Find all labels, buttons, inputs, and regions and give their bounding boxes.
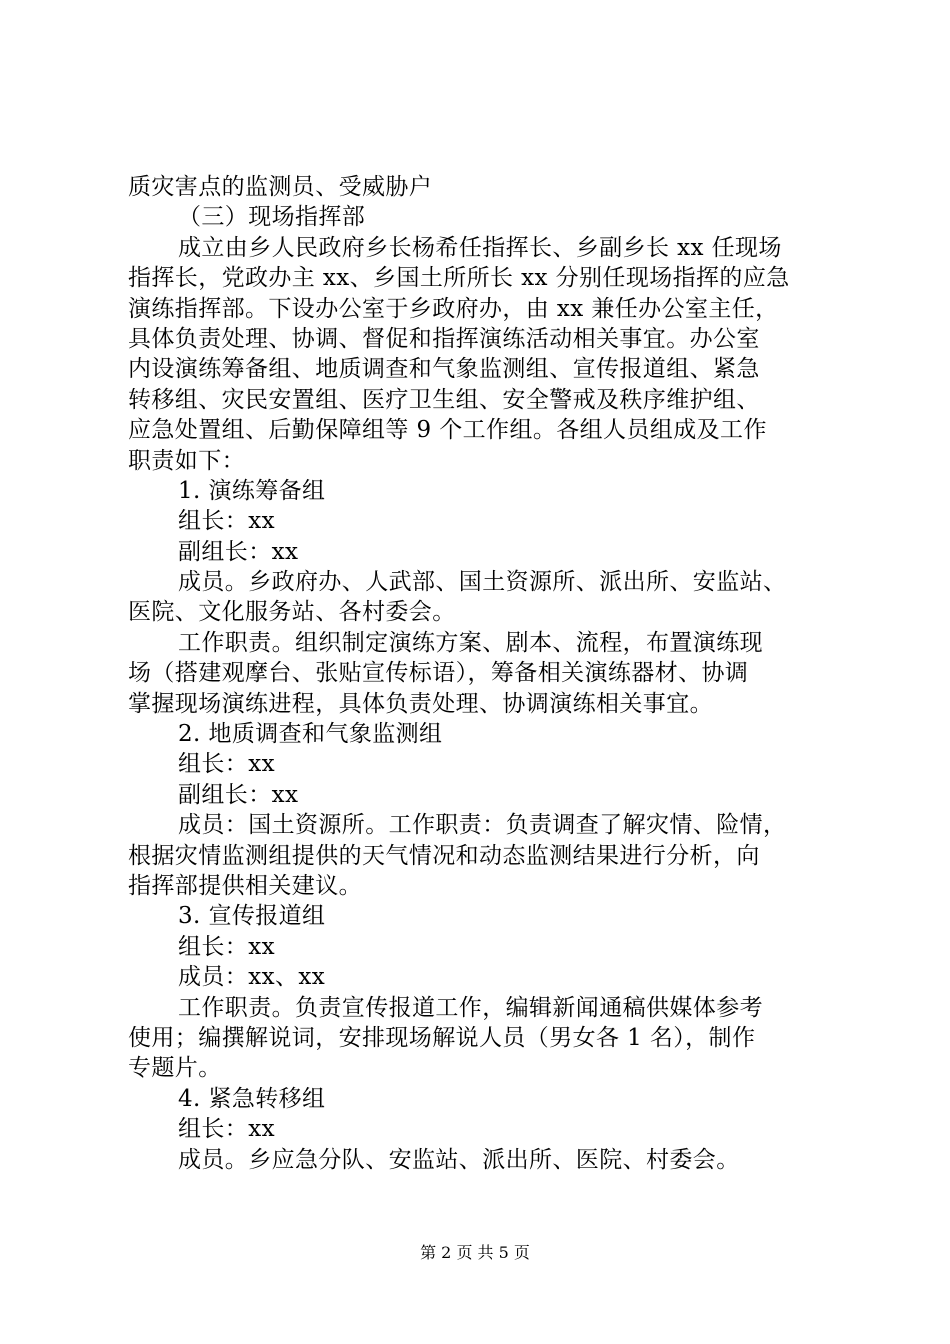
- text-line: 指挥长，党政办主 xx、乡国土所所长 xx 分别任现场指挥的应急: [128, 265, 790, 292]
- text-line: 工作职责。负责宣传报道工作，编辑新闻通稿供媒体参考: [178, 994, 763, 1021]
- text-line: 副组长：xx: [178, 538, 299, 565]
- text-line: 2. 地质调查和气象监测组: [178, 721, 443, 748]
- text-line: 3. 宣传报道组: [178, 903, 326, 930]
- text-line: 组长：xx: [178, 751, 275, 778]
- text-line: 具体负责处理、协调、督促和指挥演练活动相关事宜。办公室: [128, 325, 760, 352]
- text-line: 根据灾情监测组提供的天气情况和动态监测结果进行分析，向: [128, 842, 760, 869]
- text-line: 专题片。: [128, 1055, 222, 1082]
- text-line: 应急处置组、后勤保障组等 9 个工作组。各组人员组成及工作: [128, 417, 767, 444]
- text-line: 成员。乡政府办、人武部、国土资源所、派出所、安监站、: [178, 569, 787, 596]
- text-line: 场（搭建观摩台、张贴宣传标语），筹备相关演练器材、协调: [128, 660, 749, 687]
- text-line: 工作职责。组织制定演练方案、剧本、流程，布置演练现: [178, 629, 763, 656]
- text-line: 指挥部提供相关建议。: [128, 872, 362, 899]
- text-line: 副组长：xx: [178, 781, 299, 808]
- text-line: 医院、文化服务站、各村委会。: [128, 599, 456, 626]
- page-number: 第 2 页 共 5 页: [420, 1243, 530, 1262]
- text-line: 内设演练筹备组、地质调查和气象监测组、宣传报道组、紧急: [128, 356, 760, 383]
- text-line: 1. 演练筹备组: [178, 477, 326, 504]
- text-line: 职责如下：: [128, 447, 245, 474]
- text-line: 质灾害点的监测员、受威胁户: [128, 174, 433, 200]
- text-line: 成立由乡人民政府乡长杨希任指挥长、乡副乡长 xx 任现场: [178, 234, 782, 261]
- text-line: 使用；编撰解说词，安排现场解说人员（男女各 1 名），制作: [128, 1024, 756, 1051]
- text-line: 成员：xx、xx: [178, 964, 326, 991]
- page-footer: [0, 1243, 950, 1263]
- text-line: 组长：xx: [178, 508, 275, 535]
- text-line: 转移组、灾民安置组、医疗卫生组、安全警戒及秩序维护组、: [128, 386, 760, 413]
- text-line: （三）现场指挥部: [178, 204, 366, 231]
- text-line: 演练指挥部。下设办公室于乡政府办，由 xx 兼任办公室主任，: [128, 295, 779, 322]
- document-body: [128, 172, 834, 1175]
- text-line: 4. 紧急转移组: [178, 1085, 326, 1112]
- text-line: 成员。乡应急分队、安监站、派出所、医院、村委会。: [178, 1146, 740, 1173]
- text-line: 成员：国土资源所。工作职责：负责调查了解灾情、险情，: [178, 812, 787, 839]
- text-line: 组长：xx: [178, 1116, 275, 1143]
- text-line: 组长：xx: [178, 933, 275, 960]
- text-line: 掌握现场演练进程，具体负责处理、协调演练相关事宜。: [128, 690, 713, 717]
